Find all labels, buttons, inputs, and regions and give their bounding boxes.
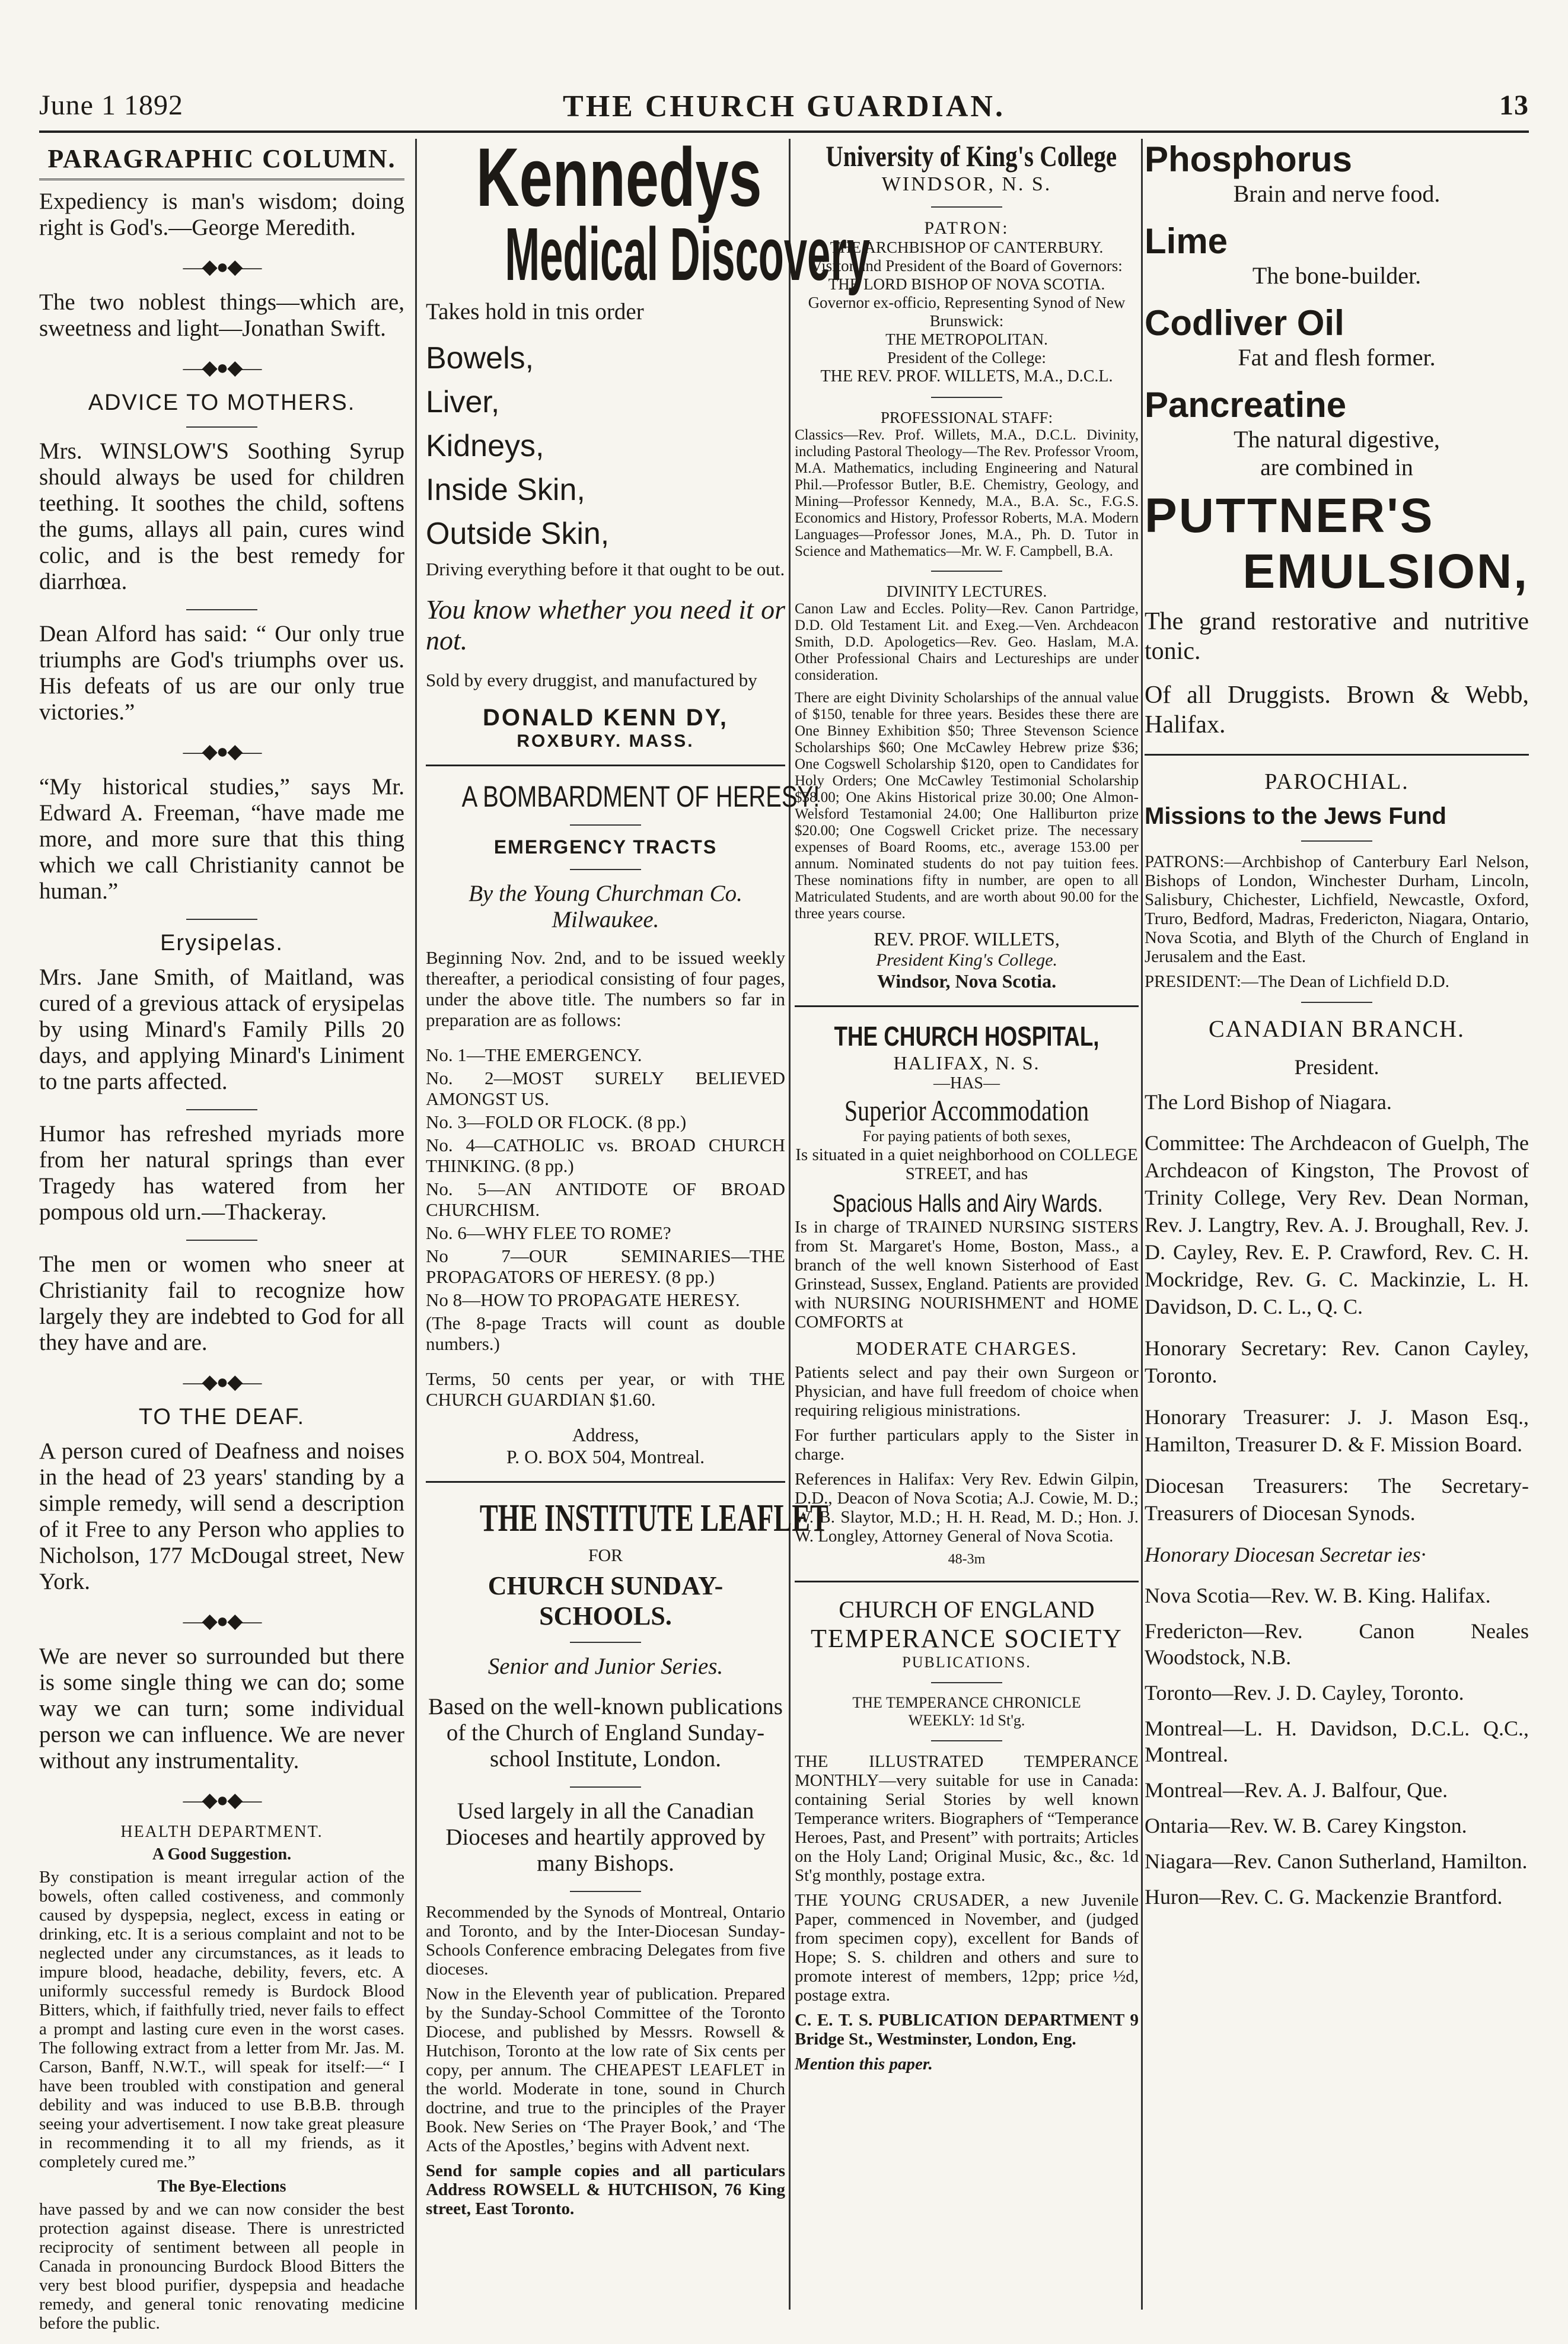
bombardment-heading bbox=[426, 779, 820, 814]
president-name: THE REV. PROF. WILLETS, M.A., D.C.L. bbox=[820, 367, 1113, 386]
chronicle-price: WEEKLY: 1d St'g. bbox=[908, 1712, 1025, 1729]
heading-erysipelas: Erysipelas. bbox=[160, 931, 283, 956]
parochial-heading: PAROCHIAL. bbox=[1264, 769, 1409, 794]
tract-item: No. 6—WHY FLEE TO ROME? bbox=[426, 1222, 671, 1243]
heading-advice-mothers: ADVICE TO MOTHERS. bbox=[88, 390, 356, 415]
quote-swift: The two noblest things—which are, sweetness and light—Jonathan Swift. bbox=[39, 289, 404, 341]
divider bbox=[570, 1786, 641, 1788]
ad-code: 48-3m bbox=[948, 1552, 986, 1567]
divider bbox=[186, 919, 257, 920]
halifax-line: HALIFAX, N. S. bbox=[893, 1052, 1040, 1074]
spacious-halls bbox=[795, 1189, 1139, 1218]
column-rule bbox=[1141, 139, 1143, 2310]
paying-patients-line: For paying patients of both sexes, bbox=[862, 1128, 1071, 1145]
signature-name: REV. PROF. WILLETS, bbox=[874, 928, 1060, 950]
emergency-tracts-heading: EMERGENCY TRACTS bbox=[493, 836, 718, 858]
publication-details: Now in the Eleventh year of publication. Prepared by the Sunday-School Committee of the Toronto Diocese, and published by Messrs. Rowsell & Hutchison, Toronto at the low rate of Six cents per copy, per annum. The CHEAPEST LEAFLET in the world. Moderate in tone, sound in Church doctrine, and true to the principles of the Prayer Book. New Series on ‘The Prayer Book,’ and ‘The Acts of the Apostles,’ begins with Advent next. bbox=[426, 1985, 785, 2155]
tracts-terms: Terms, 50 cents per year, or with THE CHURCH GUARDIAN $1.60. bbox=[426, 1368, 785, 1410]
ornament-divider: —◆●◆— bbox=[183, 1789, 261, 1811]
section-rule bbox=[426, 1481, 785, 1483]
issue-date: June 1 1892 bbox=[39, 90, 183, 121]
canadian-branch-heading: CANADIAN BRANCH. bbox=[1208, 1015, 1465, 1042]
missions-jews-heading: Missions to the Jews Fund bbox=[1145, 803, 1446, 829]
tract-item: No. 1—THE EMERGENCY. bbox=[426, 1044, 642, 1065]
druggists-line: Of all Druggists. Brown & Webb, Halifax. bbox=[1145, 681, 1529, 738]
you-know-line: You know whether you need it or not. bbox=[426, 594, 785, 655]
honorary-treasurer: Honorary Treasurer: J. J. Mason Esq., Hamilton, Treasurer D. & F. Mission Board. bbox=[1145, 1405, 1529, 1456]
christianity-paragraph: The men or women who sneer at Christianity fail to recognize how largely they are indebted to God for all they have and are. bbox=[39, 1251, 404, 1355]
staff-list: Classics—Rev. Prof. Willets, M.A., D.C.L. Divinity, including Pastoral Theology—The Rev. Professor Vroom, M.A. Mathematics, including Engineering and Natural Phil.—Professor Butler, B.E. Chemistry, Geology, and Mining—Professor Kennedy, M.A., B.A. Sc., F.G.S. Economics and History, Professor Roberts, M.A. Modern Languages—Professor Jones, M.A., Ph. D. Tutor in Science and Mathematics—Mr. W. F. Campbell, B.A. bbox=[795, 427, 1139, 559]
diocese-item: Toronto—Rev. J. D. Cayley, Toronto. bbox=[1145, 1681, 1464, 1705]
university-title bbox=[795, 139, 1139, 173]
series-line: Senior and Junior Series. bbox=[487, 1654, 724, 1679]
publications-label: PUBLICATIONS. bbox=[902, 1654, 1031, 1671]
recommended-line: Recommended by the Synods of Montreal, Ontario and Toronto, and by the Inter-Diocesan Sunday-Schools Conference embracing Delegates from five dioceses. bbox=[426, 1903, 785, 1979]
section-rule bbox=[795, 1581, 1139, 1582]
references-paragraph: References in Halifax: Very Rev. Edwin Gilpin, D.D., Deacon of Nova Scotia; A.J. Cowie, M. D.; W. B. Slaytor, M.D.; H. H. Read, M. D.; Hon. J. W. Longley, Attorney General of Nova Scotia. bbox=[795, 1470, 1139, 1546]
committee-paragraph: Committee: The Archdeacon of Guelph, The Archdeacon of Kingston, The Provost of Trinity College, Very Rev. Dean Norman, Rev. J. Langtry, Rev. A. J. Broughall, Rev. J. D. Cayley, Rev. E. P. Crawford, Rev. C. H. Mockridge, Rev. G. C. Mackinzie, L. H. Davidson, D. C. L., Q. C. bbox=[1145, 1131, 1529, 1318]
diocese-item: Ontaria—Rev. W. B. Carey Kingston. bbox=[1145, 1814, 1467, 1837]
organ-item: Inside Skin, bbox=[426, 473, 585, 507]
staff-heading: PROFESSIONAL STAFF: bbox=[880, 409, 1053, 426]
lime-desc: The bone-builder. bbox=[1252, 262, 1422, 289]
diocese-item: Nova Scotia—Rev. W. B. King. Halifax. bbox=[1145, 1584, 1491, 1607]
diocese-item: Fredericton—Rev. Canon Neales Woodstock, N.B. bbox=[1145, 1619, 1529, 1669]
send-for-samples: Send for sample copies and all particulars Address ROWSELL & HUTCHISON, 76 King street, East Toronto. bbox=[426, 2161, 785, 2218]
university-title-text: University of King's College bbox=[826, 139, 1117, 173]
young-crusader: THE YOUNG CRUSADER, a new Juvenile Paper, commenced in November, and (judged from specimen copy), excellent for Bands of Hope; S. S. children and others and sure to promote interest of members, 12pp; price ½d, postage extra. bbox=[795, 1891, 1139, 2005]
organ-item: Kidneys, bbox=[426, 429, 544, 463]
divider bbox=[931, 397, 1002, 398]
governor-name: THE METROPOLITAN. bbox=[885, 330, 1048, 348]
diocese-list bbox=[1145, 1582, 1529, 1910]
patron-label: PATRON: bbox=[924, 218, 1009, 238]
alford-paragraph: Dean Alford has said: “ Our only true triumphs are God's triumphs over us. His defeats of us are our only true victories.” bbox=[39, 621, 404, 725]
sold-by-line: Sold by every druggist, and manufactured by bbox=[426, 670, 757, 690]
tracts-list bbox=[426, 1044, 785, 1310]
emulsion-heading: EMULSION, bbox=[1242, 544, 1529, 598]
divider bbox=[931, 206, 1002, 208]
divider bbox=[931, 571, 1002, 572]
spacious-halls-text: Spacious Halls and Airy Wards. bbox=[832, 1189, 1103, 1217]
winslow-paragraph: Mrs. WINSLOW'S Soothing Syrup should always be used for children teething. It soothes the child, softens the gums, allays all pain, cures wind colic, and is the best remedy for diarrhœa. bbox=[39, 438, 404, 594]
signature-place: Windsor, Nova Scotia. bbox=[877, 970, 1057, 992]
freeman-paragraph: “My historical studies,” says Mr. Edward A. Freeman, “have made me more, and more sure that this thing which we call Christianity cannot be human.” bbox=[39, 774, 404, 904]
constipation-paragraph: By constipation is meant irregular action of the bowels, often called costiveness, and commonly caused by dyspepsia, neglect, excess in eating or drinking, etc. It is a serious complaint and not to be neglected under any circumstances, as it leads to impure blood, headache, debility, fevers, etc. A uniformly successful remedy is Burdock Blood Bitters, which, if faithfully tried, never fails to effect a prompt and lasting cure even in the worst cases. The following extract from a letter from Mr. Jas. M. Carson, Banff, N.W.T., will speak for itself:—“ I have been troubled with constipation and general debility and was induced to use B.B.B. through seeing your advertisement. I now take great pleasure in recommending it to all my friends, as it completely cured me.” bbox=[39, 1868, 404, 2171]
divider bbox=[186, 1240, 257, 1241]
section-rule bbox=[795, 1005, 1139, 1007]
deafness-paragraph: A person cured of Deafness and noises in the head of 23 years' standing by a simple remedy, will send a description of it Free to any Person who applies to Nicholson, 177 McDougal street, New York. bbox=[39, 1438, 404, 1594]
situated-line: Is situated in a quiet neighborhood on COLLEGE STREET, and has bbox=[795, 1145, 1138, 1183]
section-rule bbox=[426, 765, 785, 766]
governor-label: Governor ex-officio, Representing Synod of New Brunswick: bbox=[808, 294, 1126, 330]
temperance-chronicle: THE TEMPERANCE CHRONICLE bbox=[852, 1694, 1081, 1711]
institute-leaflet-text: THE INSTITUTE LEAFLET bbox=[479, 1496, 828, 1540]
tracts-intro: Beginning Nov. 2nd, and to be issued weekly thereafter, a periodical consisting of four pages, under the above title. The numbers so far in preparation are as follows: bbox=[426, 947, 785, 1030]
diocese-item: Montreal—L. H. Davidson, D.C.L. Q.C., Montreal. bbox=[1145, 1716, 1529, 1766]
coe-title: CHURCH OF ENGLAND bbox=[839, 1596, 1095, 1623]
tract-item: No. 2—MOST SURELY BELIEVED AMONGST US. bbox=[426, 1068, 785, 1109]
quote-meredith: Expediency is man's wisdom; doing right is God's.—George Meredith. bbox=[39, 189, 404, 240]
lord-bishop-line: The Lord Bishop of Niagara. bbox=[1145, 1090, 1392, 1114]
maker-place: ROXBURY. MASS. bbox=[517, 731, 694, 751]
president-line: PRESIDENT:—The Dean of Lichfield D.D. bbox=[1145, 972, 1449, 991]
surgeon-paragraph: Patients select and pay their own Surgeon or Physician, and have full freedom of choice when requiring religious ministrations. bbox=[795, 1363, 1139, 1420]
bye-elections-paragraph: have passed by and we can now consider the best protection against disease. There is unrestricted reciprocity of sentiment between all people in Canada in pronouncing Burdock Blood Bitters the very best blood purifier, dyspepsia and headache remedy, and general tonic renovating medicine before the public. bbox=[39, 2200, 404, 2333]
codliver-heading: Codliver Oil bbox=[1145, 303, 1344, 343]
tract-item: No. 3—FOLD OR FLOCK. (8 pp.) bbox=[426, 1112, 687, 1132]
organ-item: Outside Skin, bbox=[426, 517, 610, 551]
patron-name: THE ARCHBISHOP OF CANTERBURY. bbox=[830, 238, 1104, 256]
pancreatine-desc: The natural digestive, bbox=[1234, 426, 1440, 453]
organ-item: Bowels, bbox=[426, 341, 534, 375]
young-churchman-line: By the Young Churchman Co. Milwaukee. bbox=[469, 881, 742, 932]
heading-to-the-deaf: TO THE DEAF. bbox=[138, 1405, 305, 1429]
thackeray-paragraph: Humor has refreshed myriads more from her natural springs than ever Tragedy has watered from her pompous old urn.—Thackeray. bbox=[39, 1121, 404, 1225]
organ-list bbox=[426, 339, 785, 553]
illustrated-monthly: THE ILLUSTRATED TEMPERANCE MONTHLY—very suitable for use in Canada: containing Serial Stories by well known Temperance writers. Biographers of “Temperance Heroes, Past, and Present” with portraits; Articles on the Holy Land; Original Music, &c., &c. 1d St'g monthly, postage extra. bbox=[795, 1752, 1139, 1885]
diocesan-treasurers: Diocesan Treasurers: The Secretary-Treasurers of Diocesan Synods. bbox=[1145, 1474, 1529, 1525]
heading-health-department: HEALTH DEPARTMENT. bbox=[120, 1823, 323, 1841]
phosphorus-heading: Phosphorus bbox=[1145, 139, 1353, 179]
has-line: —HAS— bbox=[933, 1074, 1000, 1093]
newspaper-title: THE CHURCH GUARDIAN. bbox=[563, 90, 1005, 123]
heading-good-suggestion: A Good Suggestion. bbox=[152, 1845, 292, 1864]
divider bbox=[1301, 840, 1372, 842]
church-hospital-title bbox=[795, 1020, 1139, 1052]
address-box: P. O. BOX 504, Montreal. bbox=[506, 1446, 705, 1467]
institute-leaflet-title bbox=[426, 1496, 828, 1541]
column-title: PARAGRAPHIC COLUMN. bbox=[39, 144, 404, 180]
used-largely-line: Used largely in all the Canadian Dioceses and heartily approved by many Bishops. bbox=[445, 1798, 766, 1876]
divider bbox=[186, 426, 257, 428]
kennedys-title bbox=[426, 130, 785, 224]
column-rule bbox=[789, 139, 791, 2310]
visitor-label: Visitor and President of the Board of Governors: bbox=[811, 257, 1123, 275]
puttners-heading: PUTTNER'S bbox=[1145, 489, 1435, 543]
heading-bye-elections: The Bye-Elections bbox=[157, 2177, 286, 2196]
divider bbox=[931, 1682, 1002, 1683]
moderate-charges: MODERATE CHARGES. bbox=[856, 1337, 1078, 1359]
ornament-divider: —◆●◆— bbox=[183, 1371, 261, 1393]
diocese-item: Montreal—Rev. A. J. Balfour, Que. bbox=[1145, 1778, 1448, 1802]
page-number: 13 bbox=[1499, 90, 1529, 121]
nursing-paragraph: Is in charge of TRAINED NURSING SISTERS from St. Margaret's Home, Boston, Mass., a branch of the well known Sisterhood of East Grinstead, Sussex, England. Patients are provided with NURSING NOURISHMENT and HOME COMFORTS at bbox=[795, 1218, 1139, 1332]
divider bbox=[570, 824, 641, 826]
pancreatine-heading: Pancreatine bbox=[1145, 385, 1347, 425]
diocesan-secretaries-heading: Honorary Diocesan Secretar ies· bbox=[1145, 1543, 1426, 1566]
advertisement-column-3 bbox=[795, 139, 1139, 2320]
tract-item: No. 5—AN ANTIDOTE OF BROAD CHURCHISM. bbox=[426, 1179, 785, 1220]
superior-accommodation bbox=[795, 1093, 1139, 1128]
honorary-secretary: Honorary Secretary: Rev. Canon Cayley, Toronto. bbox=[1145, 1336, 1529, 1387]
grand-restorative: The grand restorative and nutritive tonic. bbox=[1145, 608, 1529, 665]
medical-discovery-word: Medical Discovery bbox=[505, 212, 871, 296]
section-rule bbox=[1145, 754, 1529, 756]
superior-accommodation-text: Superior Accommodation bbox=[844, 1094, 1089, 1127]
organ-item: Liver, bbox=[426, 385, 500, 419]
temperance-society-title: TEMPERANCE SOCIETY bbox=[810, 1624, 1123, 1653]
president-label: President. bbox=[1294, 1055, 1379, 1079]
erysipelas-paragraph: Mrs. Jane Smith, of Maitland, was cured of a grevious attack of erysipelas by using Minard's Family Pills 20 days, and applying Minard's Liniment to tne parts affected. bbox=[39, 964, 404, 1094]
ornament-divider: —◆●◆— bbox=[183, 357, 261, 379]
column-rule bbox=[415, 139, 417, 2310]
diocese-item: Huron—Rev. C. G. Mackenzie Brantford. bbox=[1145, 1885, 1503, 1909]
based-on-line: Based on the well-known publications of the Church of England Sunday-school Institute, London. bbox=[428, 1694, 783, 1772]
president-label: President of the College: bbox=[887, 349, 1046, 367]
for-label: FOR bbox=[588, 1546, 623, 1565]
divider bbox=[1301, 1002, 1372, 1003]
divinity-list: Canon Law and Eccles. Polity—Rev. Canon Partridge, D.D. Old Testament Lit. and Exeg.—Ven. Archdeacon Smith, D.D. Apologetics—Rev. Geo. Haslam, M.A. Other Professional Chairs and Lectureships are under consideration. bbox=[795, 601, 1139, 683]
medical-discovery-title bbox=[426, 212, 871, 296]
takes-hold-line: Takes hold in tnis order bbox=[426, 299, 644, 324]
divider bbox=[570, 1642, 641, 1643]
further-particulars: For further particulars apply to the Sister in charge. bbox=[795, 1426, 1139, 1464]
divinity-heading: DIVINITY LECTURES. bbox=[886, 582, 1047, 600]
lime-heading: Lime bbox=[1145, 221, 1228, 261]
ornament-divider: —◆●◆— bbox=[183, 256, 261, 278]
ornament-divider: —◆●◆— bbox=[183, 1610, 261, 1632]
diocese-item: Niagara—Rev. Canon Sutherland, Hamilton. bbox=[1145, 1849, 1528, 1873]
divider bbox=[186, 609, 257, 610]
divider bbox=[570, 869, 641, 870]
windsor-line: WINDSOR, N. S. bbox=[881, 173, 1052, 195]
ornament-divider: —◆●◆— bbox=[183, 741, 261, 763]
divider bbox=[186, 1109, 257, 1110]
kennedys-word: Kennedys bbox=[476, 130, 762, 224]
visitor-name: THE LORD BISHOP OF NOVA SCOTIA. bbox=[828, 275, 1105, 293]
driving-line: Driving everything before it that ought to be out. bbox=[426, 559, 785, 579]
advertisement-column-4 bbox=[1145, 139, 1529, 2320]
codliver-desc: Fat and flesh former. bbox=[1238, 344, 1436, 371]
instrumentality-paragraph: We are never so surrounded but there is some single thing we can do; some way we can turn; some individual person we can influence. We are never without any instrumentality. bbox=[39, 1644, 404, 1773]
divider bbox=[931, 1740, 1002, 1741]
address-label: Address, bbox=[572, 1424, 639, 1445]
scholarships-paragraph: There are eight Divinity Scholarships of the annual value of $150, tenable for three years. Besides these there are One Binney Exhibition $50; Three Stevenson Science Scholarships $60; One McCawley Hebrew prize $36; One Cogswell Scholarship $120, open to Candidates for Holy Orders; One McCawley Testimonial Scholarship $38.00; One Akins Historical prize 30.00; One Almon-Welsford Testamonial 24.00; One Halliburton prize $20.00; One Cogswell Cricket prize. The necessary expenses of Board Rooms, etc., average 153.00 per annum. Nominated students do not pay tuition fees. These nominations fifty in number, are open to all Matriculated Students, and are worth about 90.00 for the three years course. bbox=[795, 690, 1139, 922]
divider bbox=[570, 1891, 641, 1892]
tract-item: No 8—HOW TO PROPAGATE HERESY. bbox=[426, 1289, 740, 1310]
church-hospital-text: THE CHURCH HOSPITAL, bbox=[834, 1021, 1099, 1052]
maker-name: DONALD KENN DY, bbox=[483, 705, 728, 731]
combined-in: are combined in bbox=[1260, 454, 1413, 480]
tracts-note: (The 8-page Tracts will count as double numbers.) bbox=[426, 1313, 785, 1354]
bombardment-text: A BOMBARDMENT OF HERESY! bbox=[461, 780, 820, 813]
page-header bbox=[39, 89, 1529, 133]
publication-department: C. E. T. S. PUBLICATION DEPARTMENT 9 Bridge St., Westminster, London, Eng. bbox=[795, 2011, 1139, 2049]
tract-item: No 7—OUR SEMINARIES—THE PROPAGATORS OF HERESY. (8 pp.) bbox=[426, 1246, 785, 1287]
signature-title: President King's College. bbox=[875, 950, 1058, 970]
sunday-schools-heading: CHURCH SUNDAY-SCHOOLS. bbox=[487, 1571, 724, 1630]
tract-item: No. 4—CATHOLIC vs. BROAD CHURCH THINKING. (8 pp.) bbox=[426, 1135, 785, 1176]
phosphorus-desc: Brain and nerve food. bbox=[1233, 180, 1440, 207]
patrons-paragraph: PATRONS:—Archbishop of Canterbury Earl Nelson, Bishops of London, Winchester Durham, Lincoln, Salisbury, Chichester, Lichfield, Newcastle, Oxford, Truro, Bedford, Madras, Fredericton, Niagara, Ontario, Nova Scotia, and Blyth of the Church of England in Jerusalem and the East. bbox=[1145, 852, 1529, 966]
paragraphic-column bbox=[39, 139, 404, 2333]
mention-this-paper: Mention this paper. bbox=[795, 2055, 933, 2074]
